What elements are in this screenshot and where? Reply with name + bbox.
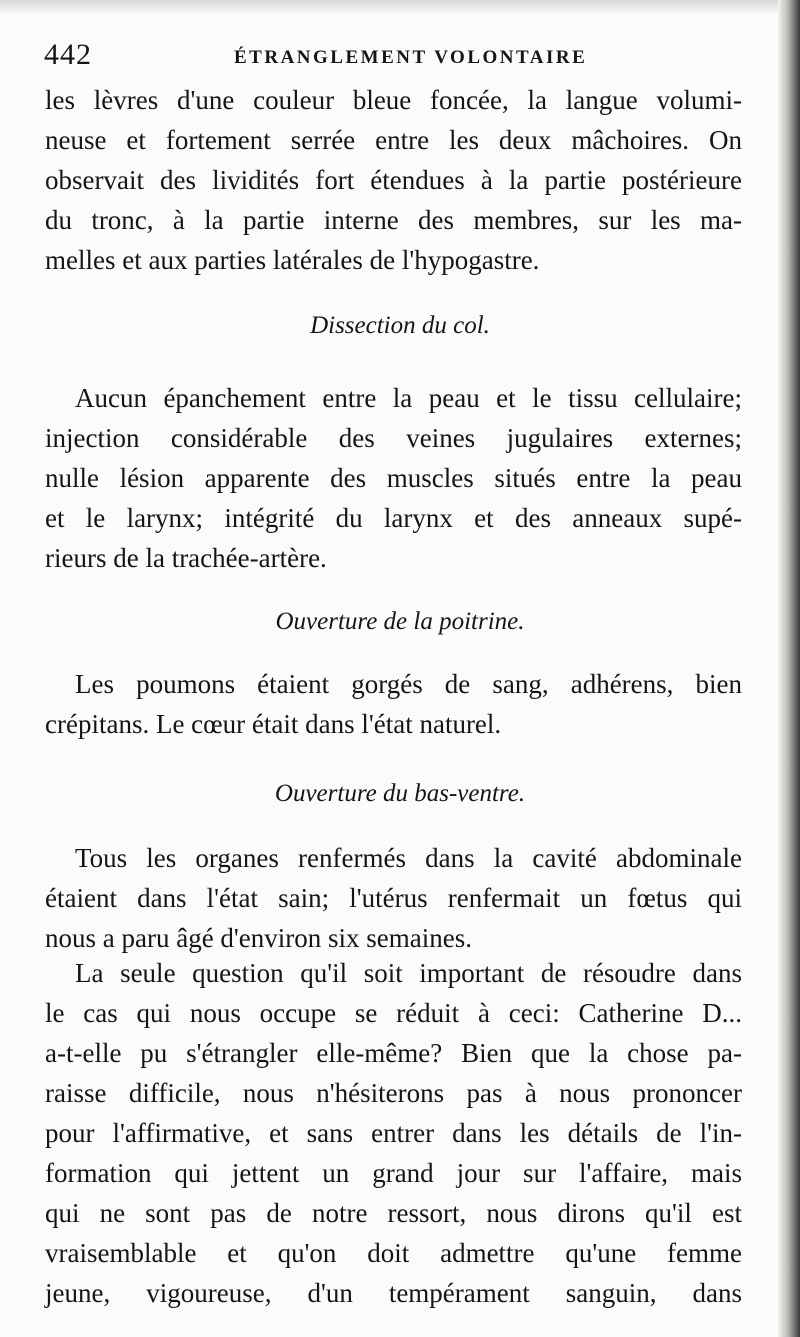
section-heading-bas-ventre: Ouverture du bas-ventre. (274, 780, 526, 807)
text-line: qui ne sont pas de notre ressort, nous dirons qu'il est (45, 1198, 742, 1228)
text-line: Tous les organes renfermés dans la cavité abdominale (75, 843, 742, 873)
page-top-shadow (0, 0, 800, 14)
text-line: injection considérable des veines jugulaires externes; (45, 423, 742, 453)
paragraph-question (45, 953, 742, 1313)
text-line: Aucun épanchement entre la peau et le tissu cellulaire; (75, 383, 742, 413)
text-line: a-t-elle pu s'étrangler elle-même? Bien que la chose pa- (45, 1038, 742, 1068)
section-heading-dissection: Dissection du col. (310, 312, 490, 339)
paragraph-bas-ventre (45, 838, 742, 958)
page-header (44, 38, 740, 78)
paragraph-continuation (45, 80, 742, 280)
text-line: observait des lividités fort étendues à la partie postérieure (45, 165, 742, 195)
text-line: La seule question qu'il soit important de résoudre dans (75, 958, 742, 988)
text-line: pour l'affirmative, et sans entrer dans les détails de l'in- (45, 1118, 742, 1148)
text-line: neuse et fortement serrée entre les deux mâchoires. On (45, 125, 742, 155)
text-line: jeune, vigoureuse, d'un tempérament sanguin, dans (45, 1278, 742, 1308)
page-number: 442 (44, 38, 92, 71)
text-line: formation qui jettent un grand jour sur l'affaire, mais (45, 1158, 742, 1188)
running-title: ÉTRANGLEMENT VOLONTAIRE (234, 47, 588, 68)
text-line: melles et aux parties latérales de l'hypogastre. (45, 245, 540, 275)
text-line: nulle lésion apparente des muscles situés entre la peau (45, 463, 742, 493)
paragraph-dissection (45, 378, 742, 578)
text-line: le cas qui nous occupe se réduit à ceci: Catherine D... (45, 998, 742, 1028)
text-line: vraisemblable et qu'on doit admettre qu'une femme (45, 1238, 742, 1268)
text-line: nous a paru âgé d'environ six semaines. (45, 923, 473, 953)
text-line: crépitans. Le cœur était dans l'état naturel. (45, 709, 502, 739)
text-line: rieurs de la trachée-artère. (45, 543, 327, 573)
text-line: Les poumons étaient gorgés de sang, adhérens, bien (75, 669, 742, 699)
section-heading-poitrine: Ouverture de la poitrine. (275, 608, 525, 635)
page-binding-edge (778, 0, 800, 1337)
text-line: étaient dans l'état sain; l'utérus renfermait un fœtus qui (45, 883, 742, 913)
text-line: du tronc, à la partie interne des membres, sur les ma- (45, 205, 742, 235)
text-line: et le larynx; intégrité du larynx et des anneaux supé- (45, 503, 742, 533)
paragraph-poitrine (45, 664, 742, 744)
text-line: les lèvres d'une couleur bleue foncée, la langue volumi- (45, 85, 742, 115)
text-line: raisse difficile, nous n'hésiterons pas à nous prononcer (45, 1078, 742, 1108)
